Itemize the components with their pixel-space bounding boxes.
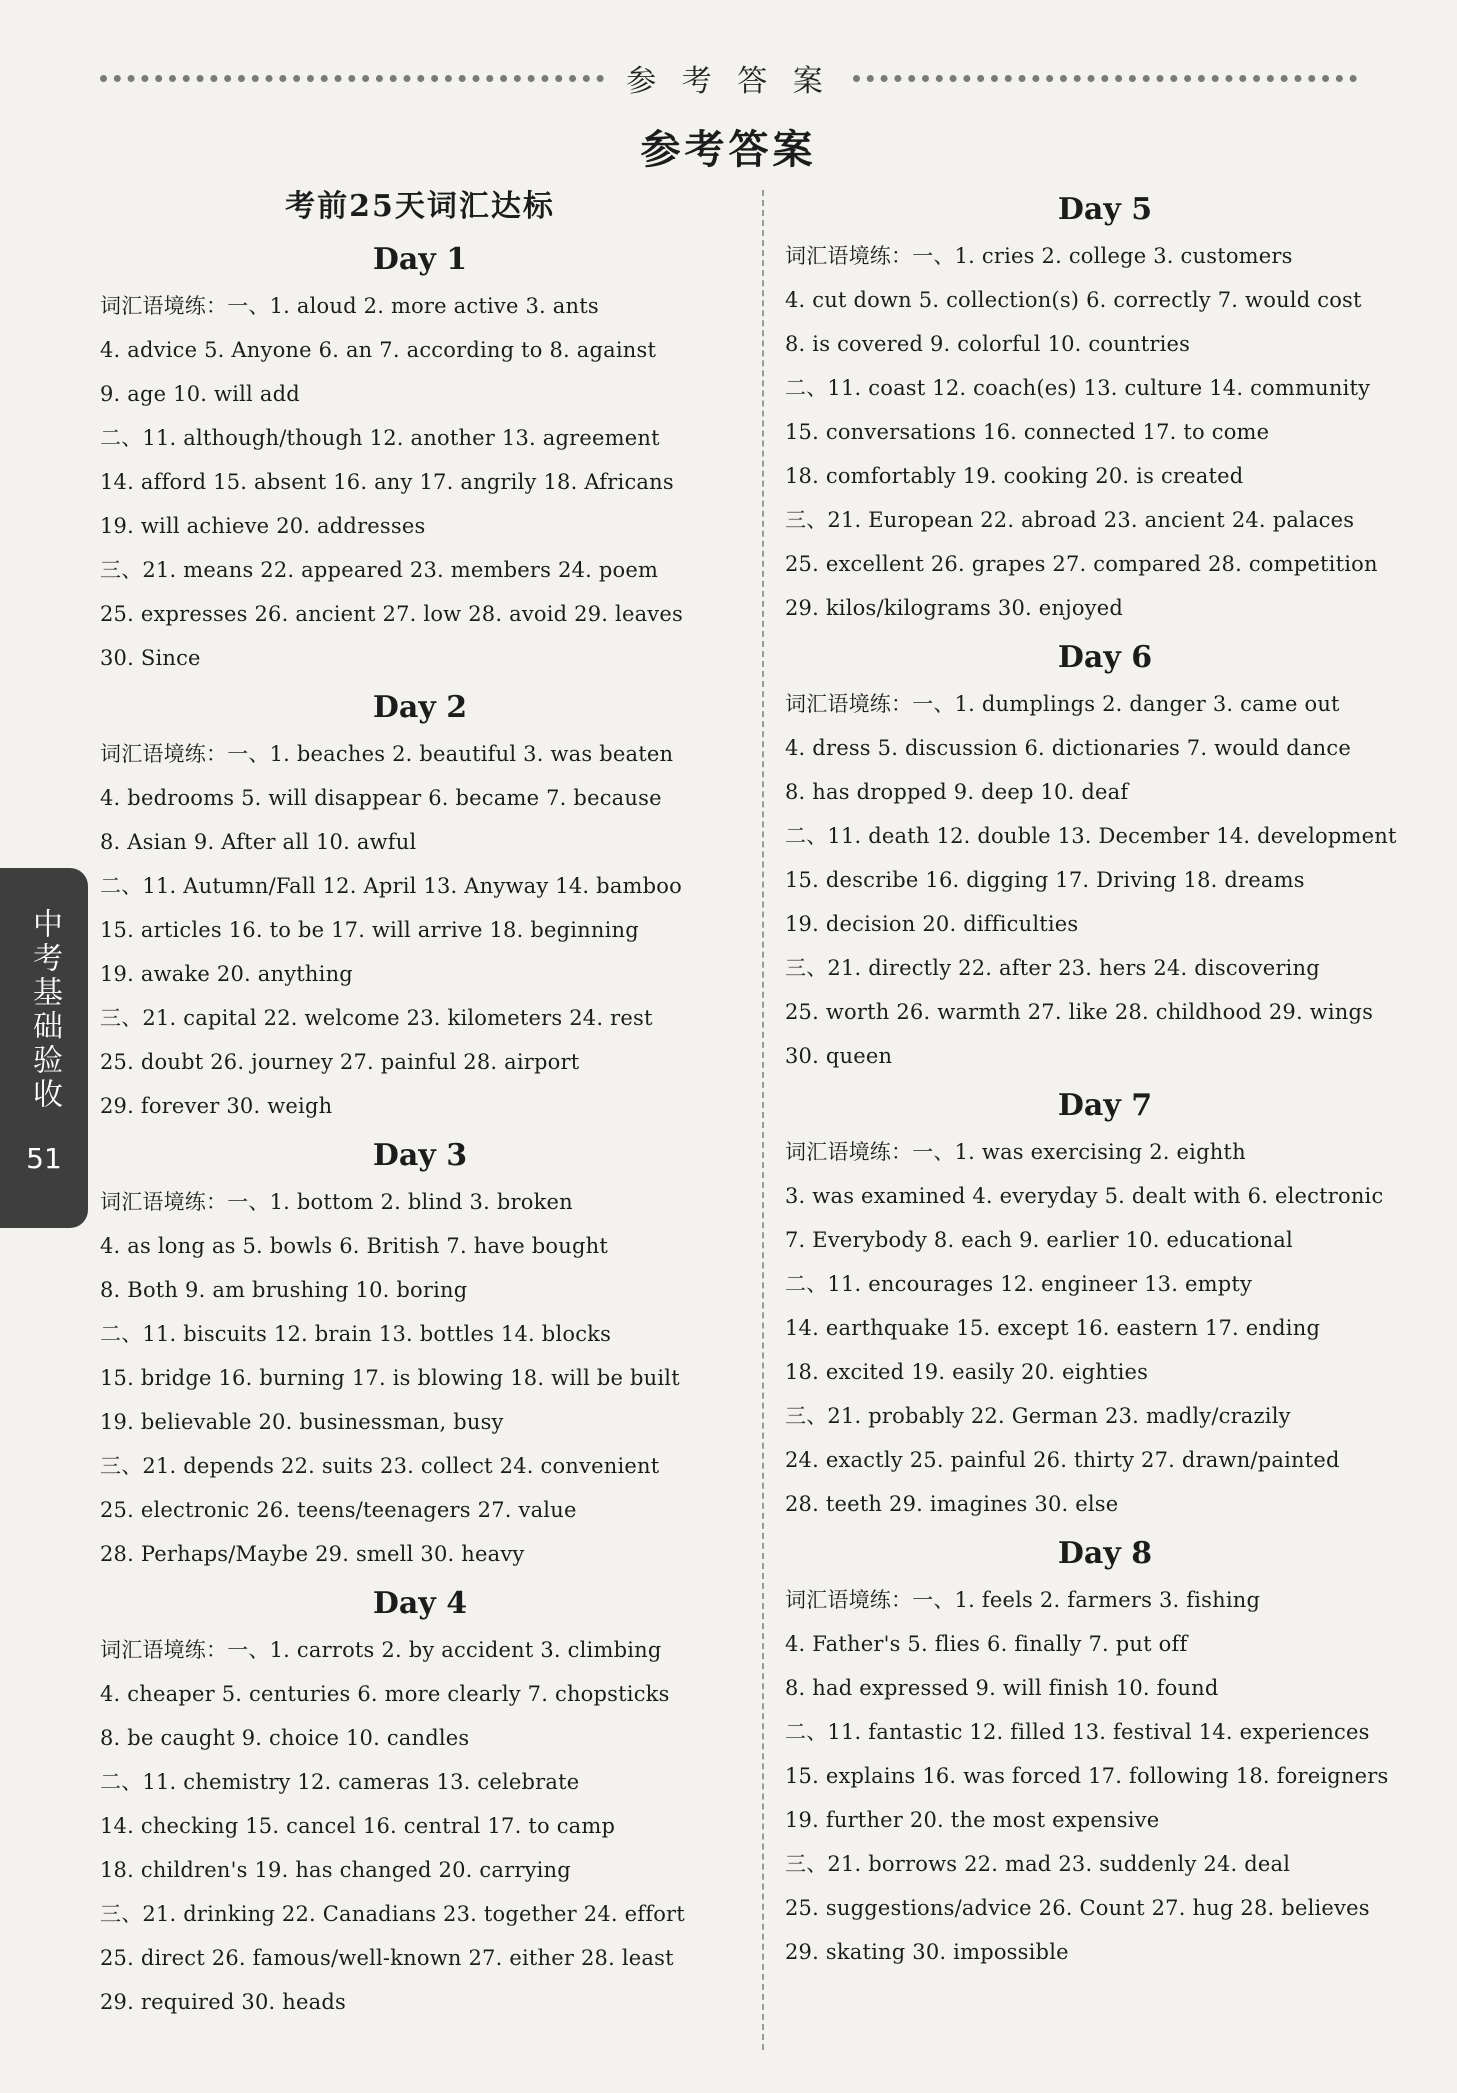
answer-line: 二、11. although/though 12. another 13. agreement [100,426,660,450]
answer-line: 18. comfortably 19. cooking 20. is created [785,464,1244,488]
answer-line: 三、21. probably 22. German 23. madly/crazily [785,1404,1291,1428]
answer-line: 二、11. biscuits 12. brain 13. bottles 14. blocks [100,1322,612,1346]
day-block [785,634,1425,1078]
answer-line: 7. Everybody 8. each 9. earlier 10. educational [785,1228,1293,1252]
answer-line: 18. children's 19. has changed 20. carrying [100,1858,571,1882]
answer-line: 二、11. encourages 12. engineer 13. empty [785,1272,1253,1296]
answer-line: 8. is covered 9. colorful 10. countries [785,332,1191,356]
answer-line: 29. kilos/kilograms 30. enjoyed [785,596,1124,620]
answer-line: 25. suggestions/advice 26. Count 27. hug 28. believes [785,1896,1370,1920]
answer-line: 18. excited 19. easily 20. eighties [785,1360,1149,1384]
answer-line: 19. further 20. the most expensive [785,1808,1160,1832]
answer-line: 词汇语境练：一、1. feels 2. farmers 3. fishing [785,1588,1261,1612]
answer-line: 29. required 30. heads [100,1990,346,2014]
answer-line: 15. conversations 16. connected 17. to come [785,420,1270,444]
left-days [100,236,740,2024]
answer-line: 三、21. drinking 22. Canadians 23. together 24. effort [100,1902,685,1926]
right-days [785,186,1425,1974]
side-tab-label: 中考基础验收 [27,908,62,1112]
answer-line: 词汇语境练：一、1. beaches 2. beautiful 3. was beaten [100,742,674,766]
answer-line: 8. has dropped 9. deep 10. deaf [785,780,1129,804]
answer-line: 二、11. death 12. double 13. December 14. development [785,824,1397,848]
answer-line: 4. Father's 5. flies 6. finally 7. put off [785,1632,1188,1656]
answer-line: 30. queen [785,1044,893,1068]
day-block [785,186,1425,630]
column-divider [762,190,764,2050]
answer-line: 4. cheaper 5. centuries 6. more clearly 7. chopsticks [100,1682,670,1706]
answer-line: 词汇语境练：一、1. dumplings 2. danger 3. came out [785,692,1340,716]
day-block [785,1082,1425,1526]
section-title: 考前25天词汇达标 [285,189,555,224]
answer-line: 词汇语境练：一、1. bottom 2. blind 3. broken [100,1190,573,1214]
header-dots-left [100,75,604,82]
answer-line: 8. Asian 9. After all 10. awful [100,830,417,854]
day-title: Day 2 [372,690,468,725]
answer-line: 4. as long as 5. bowls 6. British 7. have bought [100,1234,608,1258]
answer-line: 8. had expressed 9. will finish 10. found [785,1676,1219,1700]
answer-line: 词汇语境练：一、1. cries 2. college 3. customers [785,244,1293,268]
answer-line: 三、21. European 22. abroad 23. ancient 24. palaces [785,508,1355,532]
answer-line: 三、21. directly 22. after 23. hers 24. discovering [785,956,1320,980]
answer-line: 19. will achieve 20. addresses [100,514,426,538]
answer-line: 14. checking 15. cancel 16. central 17. to camp [100,1814,616,1838]
day-title: Day 8 [1057,1536,1153,1571]
answer-line: 三、21. borrows 22. mad 23. suddenly 24. deal [785,1852,1291,1876]
answer-line: 25. excellent 26. grapes 27. compared 28. competition [785,552,1378,576]
answer-line: 三、21. capital 22. welcome 23. kilometers 24. rest [100,1006,653,1030]
answer-line: 14. earthquake 15. except 16. eastern 17. ending [785,1316,1321,1340]
answer-line: 14. afford 15. absent 16. any 17. angrily 18. Africans [100,470,674,494]
day-title: Day 4 [372,1586,468,1621]
answer-line: 二、11. chemistry 12. cameras 13. celebrate [100,1770,580,1794]
right-column [785,182,1425,1974]
answer-line: 4. cut down 5. collection(s) 6. correctly 7. would cost [785,288,1362,312]
day-title: Day 7 [1057,1088,1153,1123]
answer-line: 15. articles 16. to be 17. will arrive 18. beginning [100,918,639,942]
answer-line: 25. direct 26. famous/well-known 27. either 28. least [100,1946,674,1970]
answer-line: 15. describe 16. digging 17. Driving 18. dreams [785,868,1305,892]
answer-line: 19. decision 20. difficulties [785,912,1079,936]
answer-line: 三、21. depends 22. suits 23. collect 24. convenient [100,1454,660,1478]
answer-line: 8. Both 9. am brushing 10. boring [100,1278,468,1302]
answer-line: 29. forever 30. weigh [100,1094,333,1118]
day-block [100,236,740,680]
day-title: Day 6 [1057,640,1153,675]
page-number: 51 [26,1142,62,1175]
answer-line: 30. Since [100,646,201,670]
answer-line: 28. teeth 29. imagines 30. else [785,1492,1119,1516]
answer-line: 19. awake 20. anything [100,962,353,986]
answer-line: 25. expresses 26. ancient 27. low 28. avoid 29. leaves [100,602,683,626]
header-dots-right [853,75,1357,82]
answer-line: 3. was examined 4. everyday 5. dealt with 6. electronic [785,1184,1384,1208]
header-title: 参 考 答 案 [626,64,831,99]
answer-line: 25. worth 26. warmth 27. like 28. childhood 29. wings [785,1000,1374,1024]
day-block [100,1580,740,2024]
answer-line: 4. bedrooms 5. will disappear 6. became 7. because [100,786,662,810]
day-block [100,1132,740,1576]
answer-line: 二、11. coast 12. coach(es) 13. culture 14. community [785,376,1371,400]
answer-line: 三、21. means 22. appeared 23. members 24. poem [100,558,659,582]
answer-line: 19. believable 20. businessman, busy [100,1410,504,1434]
answer-line: 15. bridge 16. burning 17. is blowing 18. will be built [100,1366,680,1390]
answer-line: 8. be caught 9. choice 10. candles [100,1726,470,1750]
day-title: Day 3 [372,1138,468,1173]
day-title: Day 5 [1057,192,1153,227]
answer-line: 4. advice 5. Anyone 6. an 7. according to 8. against [100,338,657,362]
page-header [100,60,1357,99]
answer-line: 9. age 10. will add [100,382,300,406]
answer-line: 29. skating 30. impossible [785,1940,1069,1964]
answer-line: 15. explains 16. was forced 17. following 18. foreigners [785,1764,1389,1788]
answer-line: 词汇语境练：一、1. carrots 2. by accident 3. climbing [100,1638,662,1662]
day-block [100,684,740,1128]
answer-line: 二、11. Autumn/Fall 12. April 13. Anyway 14. bamboo [100,874,682,898]
day-title: Day 1 [372,242,468,277]
answer-line: 二、11. fantastic 12. filled 13. festival 14. experiences [785,1720,1370,1744]
page-title: 参考答案 [640,126,817,173]
answer-line: 25. electronic 26. teens/teenagers 27. value [100,1498,577,1522]
answer-line: 4. dress 5. discussion 6. dictionaries 7. would dance [785,736,1351,760]
answer-line: 词汇语境练：一、1. aloud 2. more active 3. ants [100,294,599,318]
left-column [100,182,740,2024]
answer-line: 24. exactly 25. painful 26. thirty 27. drawn/painted [785,1448,1340,1472]
side-tab [0,868,88,1228]
answer-line: 28. Perhaps/Maybe 29. smell 30. heavy [100,1542,525,1566]
answer-line: 词汇语境练：一、1. was exercising 2. eighth [785,1140,1246,1164]
day-block [785,1530,1425,1974]
answer-line: 25. doubt 26. journey 27. painful 28. airport [100,1050,580,1074]
